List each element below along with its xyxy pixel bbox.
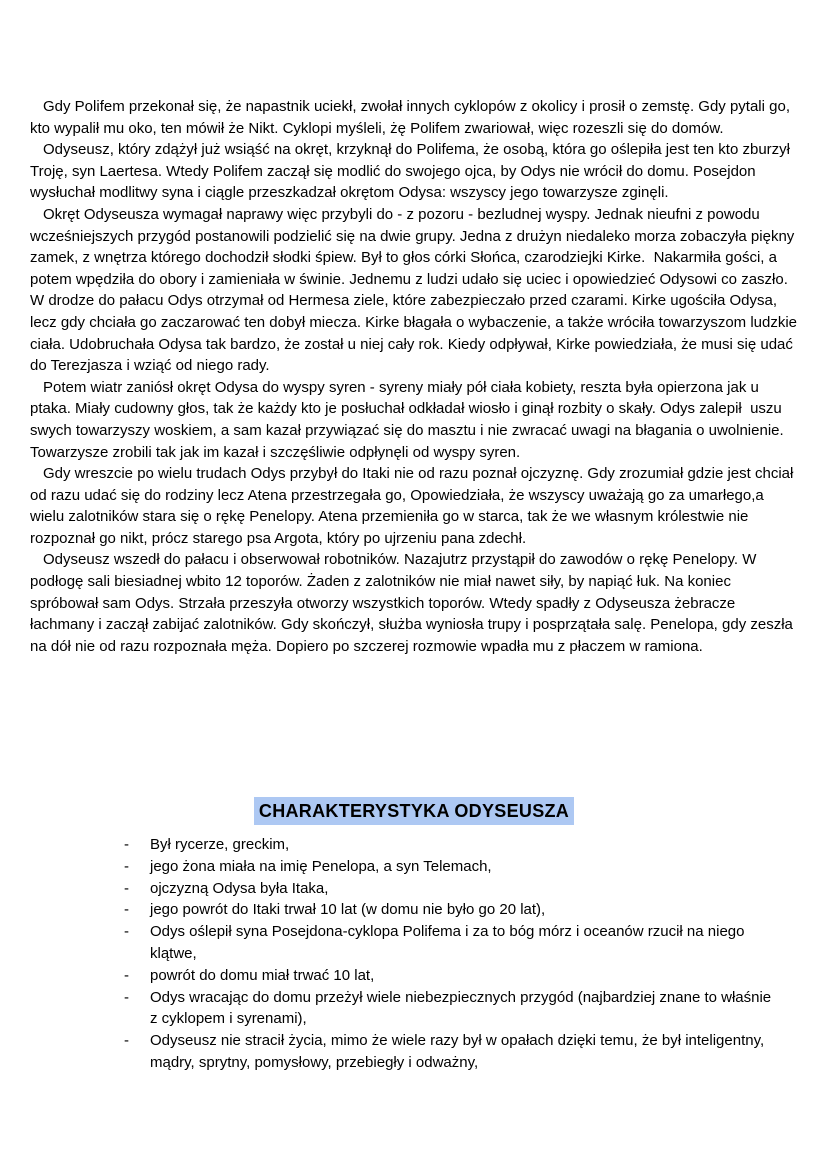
dash-marker: - bbox=[124, 901, 129, 919]
characteristics-list bbox=[124, 834, 784, 1074]
list-item bbox=[124, 878, 784, 900]
dash-marker: - bbox=[124, 966, 129, 984]
paragraph: Gdy wreszcie po wielu trudach Odys przybył do Itaki nie od razu poznał ojczyznę. Gdy zrozumiał gdzie jest chciał od razu udać się do rodziny lecz Atena przestrzegała go, Opowiedziała, że wszyscy uważają go za umarłego,a wielu zalotników stara się o rękę Penelopy. Atena przemieniła go w starca, tak że we własnym królestwie nie rozpoznał go nikt, prócz starego psa Argota, który po ujrzeniu pana zdechł. bbox=[30, 465, 798, 547]
section-heading-text: CHARAKTERYSTYKA ODYSEUSZA bbox=[254, 797, 574, 825]
story-text bbox=[30, 96, 801, 657]
list-item-text: Odys wracając do domu przeżył wiele niebezpiecznych przygód (najbardziej znane to właśnie z cyklopem i syrenami), bbox=[150, 988, 776, 1028]
list-item bbox=[124, 856, 784, 878]
paragraph: Potem wiatr zaniósł okręt Odysa do wyspy syren - syreny miały pół ciała kobiety, reszta była opierzona jak u ptaka. Miały cudowny głos, tak że każdy kto je posłuchał odkładał wiosło i ginął rozbity o skały. Odys zalepił uszu swych towarzyszy woskiem, a sam kazał przywiązać się do masztu i nie zwracać uwagi na błagania o uwolnienie. Towarzysze zrobili tak jak im kazał i szczęśliwie odpłynęli od wyspy syren. bbox=[30, 378, 788, 461]
paragraph: Odyseusz wszedł do pałacu i obserwował robotników. Nazajutrz przystąpił do zawodów o rękę Penelopy. W podłogę sali biesiadnej wbito 12 toporów. Żaden z zalotników nie miał nawet siły, by napiąć łuk. Na koniec spróbował sam Odys. Strzała przeszyła otworzy wszystkich toporów. Wtedy spadły z Odyseusza żebracze łachmany i zaczął zabijać zalotników. Gdy skończył, służba wyniosła trupy i posprzątała salę. Penelopa, gdy zeszła na dół nie od razu rozpoznała męża. Dopiero po szczerej rozmowie wpadła mu z płaczem w ramiona. bbox=[30, 551, 798, 655]
list-item-text: ojczyzną Odysa była Itaka, bbox=[150, 879, 329, 897]
dash-marker: - bbox=[124, 988, 129, 1006]
list-item-text: jego powrót do Itaki trwał 10 lat (w domu nie było go 20 lat), bbox=[150, 901, 546, 919]
list-item-text: jego żona miała na imię Penelopa, a syn Telemach, bbox=[150, 857, 492, 875]
dash-marker: - bbox=[124, 1032, 129, 1050]
paragraph: Gdy Polifem przekonał się, że napastnik uciekł, zwołał innych cyklopów z okolicy i prosił o zemstę. Gdy pytali go, kto wypalił mu oko, ten mówił że Nikt. Cyklopi myśleli, żę Polifem zwariował, więc rozeszli się do domów. bbox=[30, 98, 795, 137]
list-item bbox=[124, 965, 784, 987]
list-item bbox=[124, 1030, 784, 1074]
dash-marker: - bbox=[124, 923, 129, 941]
list-item bbox=[124, 834, 784, 856]
paragraph: Odyseusz, który zdążył już wsiąść na okręt, krzyknął do Polifema, że osobą, która go oślepiła jest ten kto zburzył Troję, syn Laertesa. Wtedy Polifem zaczął się modlić do swojego ojca, by Odys nie wrócił do domu. Posejdon wysłuchał modlitwy syna i ciągle przeszkadzał okrętom Odysa: wszyscy jego towarzysze zginęli. bbox=[30, 141, 794, 202]
dash-marker: - bbox=[124, 836, 129, 853]
list-item bbox=[124, 921, 784, 965]
list-item-text: Odyseusz nie stracił życia, mimo że wiele razy był w opałach dzięki temu, że był inteligentny, mądry, sprytny, pomysłowy, przebiegły i odważny, bbox=[150, 1032, 769, 1071]
dash-marker: - bbox=[124, 879, 129, 897]
list-item bbox=[124, 987, 784, 1031]
list-item-text: Odys oślepił syna Posejdona-cyklopa Polifema i za to bóg mórz i oceanów rzucił na niego klątwe, bbox=[150, 923, 749, 962]
dash-marker: - bbox=[124, 857, 129, 875]
paragraph: Okręt Odyseusza wymagał naprawy więc przybyli do - z pozoru - bezludnej wyspy. Jednak nieufni z powodu wcześniejszych przygód postanowili podzielić się na dwie grupy. Jedna z drużyn niedaleko morza zobaczyła piękny zamek, z wnętrza którego dochodził słodki śpiew. Był to głos córki Słońca, czarodziejki Kirke. Nakarmiła gości, a potem wpędziła do obory i zamieniała w świnie. Jednemu z ludzi udało się uciec i opowiedzieć Odysowi co zaszło. W drodze do pałacu Odys otrzymał od Hermesa ziele, które zabezpieczało przed czarami. Kirke ugościła Odysa, lecz gdy chciała go zaczarować ten dobył miecza. Kirke błagała o wybaczenie, a także wróciła towarzyszom ludzkie ciała. Udobruchała Odysa tak bardzo, że został u niej cały rok. Kiedy odpływał, Kirke powiedziała, że musi się udać do Terezjasza i wziąć od niego rady. bbox=[30, 205, 802, 375]
section-heading bbox=[0, 797, 828, 825]
list-item bbox=[124, 899, 784, 921]
list-item-text: powrót do domu miał trwać 10 lat, bbox=[150, 966, 375, 984]
list-item-text: Był rycerze, greckim, bbox=[150, 836, 290, 853]
